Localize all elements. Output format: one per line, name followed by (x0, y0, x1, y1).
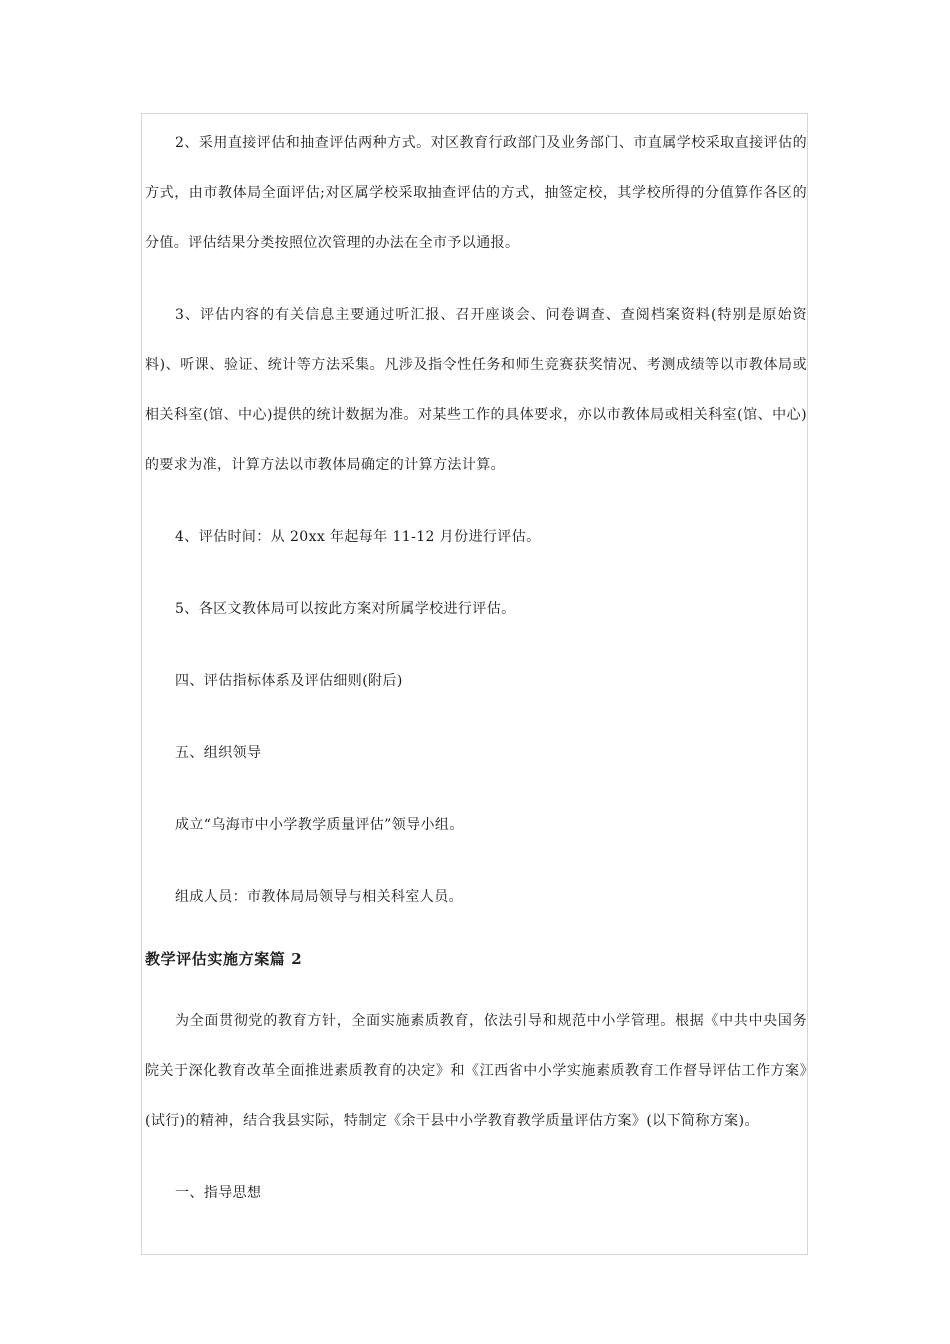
paragraph-guiding-thought: 一、指导思想 (175, 1185, 262, 1201)
paragraph-leading-group: 成立“乌海市中小学教学质量评估”领导小组。 (175, 817, 464, 833)
paragraph-organization: 五、组织领导 (175, 745, 262, 761)
paragraph-introduction: 为全面贯彻党的教育方针，全面实施素质教育，依法引导和规范中小学管理。根据《中共中央国务院关于深化教育改革全面推进素质教育的决定》和《江西省中小学实施素质教育工作督导评估工作方案》(试行)的精神，结合我县实际，特制定《余干县中小学教育教学质量评估方案》(以下简称方案)。 (145, 1013, 807, 1129)
section-title: 教学评估实施方案篇 2 (145, 950, 303, 968)
paragraph-method: 2、采用直接评估和抽查评估两种方式。对区教育行政部门及业务部门、市直属学校采取直接评估的方式，由市教体局全面评估;对区属学校采取抽查评估的方式，抽签定校，其学校所得的分值算作各区的分值。评估结果分类按照位次管理的办法在全市予以通报。 (145, 135, 807, 251)
paragraph-members: 组成人员：市教体局局领导与相关科室人员。 (175, 889, 463, 905)
paragraph-time: 4、评估时间：从 20xx 年起每年 11-12 月份进行评估。 (175, 529, 541, 545)
document-body (145, 118, 807, 1218)
paragraph-district: 5、各区文教体局可以按此方案对所属学校进行评估。 (175, 601, 516, 617)
paragraph-index-system: 四、评估指标体系及评估细则(附后) (175, 673, 403, 689)
paragraph-information: 3、评估内容的有关信息主要通过听汇报、召开座谈会、问卷调查、查阅档案资料(特别是原始资料)、听课、验证、统计等方法采集。凡涉及指令性任务和师生竞赛获奖情况、考测成绩等以市教体局或相关科室(馆、中心)提供的统计数据为准。对某些工作的具体要求，亦以市教体局或相关科室(馆、中心)的要求为准，计算方法以市教体局确定的计算方法计算。 (145, 307, 807, 473)
